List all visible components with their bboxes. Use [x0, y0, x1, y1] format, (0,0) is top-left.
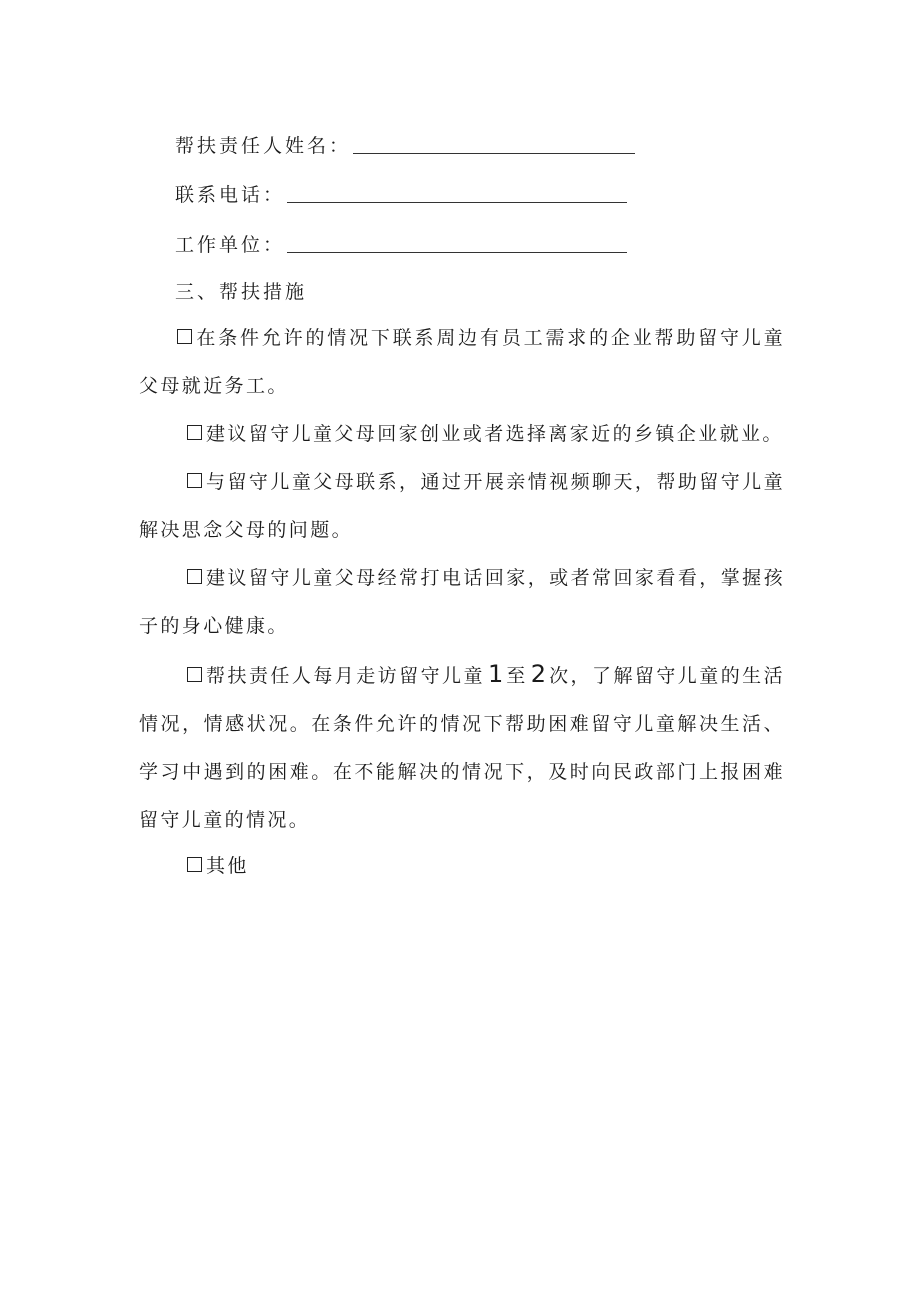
- visit-max-count: 2: [530, 660, 547, 688]
- phone-label: 联系电话：: [175, 184, 286, 206]
- measure-text: 与留守儿童父母联系，通过开展亲情视频聊天，帮助留守儿童解决思念父母的问题。: [139, 471, 785, 541]
- measure-item: [139, 458, 785, 554]
- measure-item: [139, 314, 785, 410]
- checkbox[interactable]: [177, 329, 192, 344]
- measure-text: 建议留守儿童父母回家创业或者选择离家近的乡镇企业就业。: [206, 423, 784, 445]
- work-unit-blank[interactable]: [287, 234, 627, 253]
- checkbox[interactable]: [187, 667, 202, 682]
- measure-item: [139, 410, 785, 458]
- measure-text: 建议留守儿童父母经常打电话回家，或者常回家看看，掌握孩子的身心健康。: [139, 567, 785, 637]
- measure-item: [139, 842, 785, 890]
- measure-item: [139, 554, 785, 650]
- helper-name-blank[interactable]: [353, 135, 635, 154]
- phone-blank[interactable]: [287, 184, 627, 203]
- phone-field[interactable]: [175, 177, 627, 207]
- measure-text: 在条件允许的情况下联系周边有员工需求的企业帮助留守儿童父母就近务工。: [139, 327, 785, 397]
- work-unit-field[interactable]: [175, 227, 627, 257]
- work-unit-label: 工作单位：: [175, 234, 286, 256]
- checkbox[interactable]: [187, 473, 202, 488]
- measure-text-a: 帮扶责任人每月走访留守儿童: [206, 665, 485, 687]
- helper-name-field[interactable]: [175, 128, 635, 158]
- helper-name-label: 帮扶责任人姓名：: [175, 135, 352, 157]
- measure-item: [139, 650, 785, 844]
- section-heading: 三、帮扶措施: [175, 281, 308, 303]
- visit-min-count: 1: [487, 660, 504, 688]
- checkbox[interactable]: [187, 857, 202, 872]
- checkbox[interactable]: [187, 569, 202, 584]
- measure-text: 其他: [206, 855, 249, 877]
- measure-text-b: 至: [506, 665, 528, 687]
- measure-text-c: 次，了解留守儿童的生活情况，情感状况。在条件允许的情况下帮助困难留守儿童解决生活、学习中遇到的困难。在不能解决的情况下，及时向民政部门上报困难留守儿童的情况。: [139, 665, 786, 831]
- checkbox[interactable]: [187, 425, 202, 440]
